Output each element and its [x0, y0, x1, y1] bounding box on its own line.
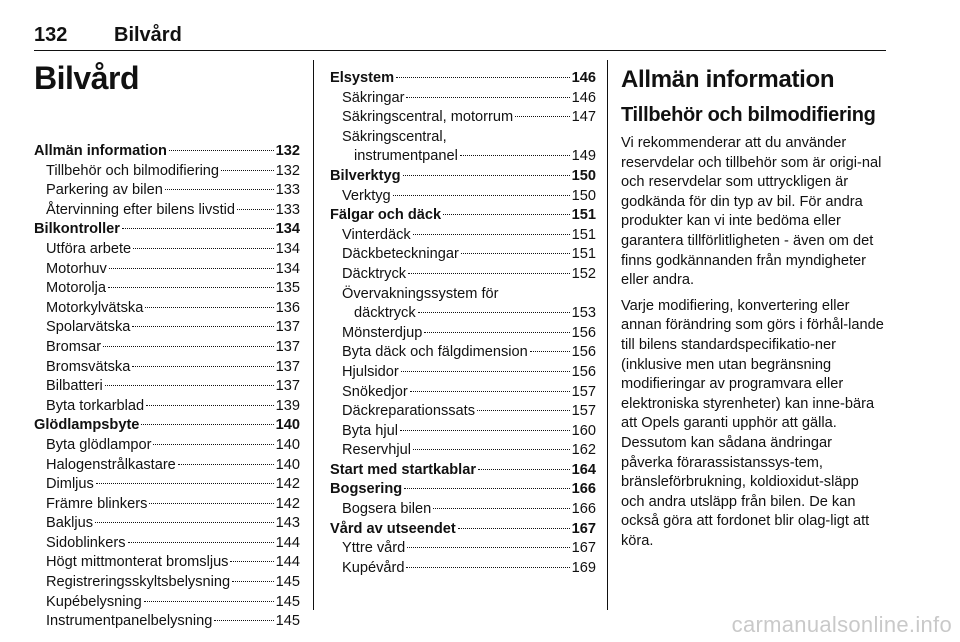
toc-leader-dots	[95, 521, 274, 523]
toc-page-number: 132	[275, 143, 300, 159]
toc-page-number: 139	[275, 397, 300, 414]
toc-entry[interactable]	[330, 147, 596, 167]
chapter-title: Bilvård	[34, 60, 139, 96]
toc-leader-dots	[103, 345, 274, 347]
toc-page-number: 164	[571, 461, 596, 478]
toc-entry-title: Hjulsidor	[342, 363, 399, 380]
toc-entry[interactable]	[34, 240, 300, 260]
toc-page-number: 166	[571, 481, 596, 498]
toc-entry[interactable]	[330, 441, 596, 461]
toc-page-number: 167	[571, 540, 596, 557]
toc-entry-title: Verktyg	[342, 187, 391, 204]
toc-entry[interactable]	[34, 181, 300, 201]
toc-leader-dots	[424, 331, 569, 333]
toc-entry-title: Högt mittmonterat bromsljus	[46, 554, 229, 571]
toc-page-number: 162	[571, 442, 596, 459]
toc-page-number: 145	[275, 593, 300, 610]
toc-page-number: 137	[275, 319, 300, 336]
toc-page-number: 143	[275, 515, 300, 532]
toc-leader-dots	[133, 247, 273, 249]
toc-page-number: 137	[275, 378, 300, 395]
toc-leader-dots	[165, 188, 274, 190]
toc-leader-dots	[406, 96, 569, 98]
paragraph-2: Varje modifiering, konvertering eller annan förändring som görs i förhål-lande till bilens standardspecifikatio-ner (inklusive men utan begränsning modifieringar av programvara eller elektroniska styrenheter) kan inne-bära att Opels garanti upphör att gälla. Dessutom kan sådana ändringar påverka förarassistanssys-tem, bränsleförbrukning, koldioxidut-släpp och andra utsläpp från bilen. De kan också göra att fordonet blir olag-ligt att köra.	[621, 297, 884, 549]
toc-leader-dots	[122, 227, 274, 229]
toc-entry[interactable]	[34, 318, 300, 338]
toc-leader-dots	[230, 560, 273, 562]
toc-entry-title: Fälgar och däck	[330, 207, 442, 224]
toc-entry[interactable]	[330, 265, 596, 285]
toc-leader-dots	[145, 306, 273, 308]
toc-chapter-entry[interactable]	[34, 220, 300, 240]
toc-entry-title: Instrumentpanelbelysning	[46, 613, 213, 630]
toc-entry[interactable]	[330, 539, 596, 559]
toc-chapter-entry[interactable]	[330, 69, 596, 89]
toc-page-number: 145	[275, 574, 300, 591]
toc-leader-dots	[413, 448, 570, 450]
toc-page-number: 144	[275, 534, 300, 551]
toc-entry[interactable]	[34, 397, 300, 417]
toc-page-number: 150	[571, 187, 596, 204]
toc-page-number: 150	[571, 167, 596, 184]
toc-leader-dots	[407, 546, 569, 548]
toc-entry-title: Byta hjul	[342, 422, 398, 439]
toc-entry-title: Mönsterdjup	[342, 324, 423, 341]
toc-entry-title: Utföra arbete	[46, 240, 132, 257]
toc-page-number: 134	[275, 260, 300, 277]
toc-entry-title: Bilverktyg	[330, 167, 401, 184]
toc-leader-dots	[396, 76, 570, 78]
toc-leader-dots	[433, 507, 569, 509]
toc-entry[interactable]	[34, 495, 300, 515]
toc-page-number: 137	[275, 358, 300, 375]
toc-page-number: 156	[571, 324, 596, 341]
toc-entry[interactable]	[34, 201, 300, 221]
toc-page-number: 169	[571, 559, 596, 576]
toc-entry[interactable]	[330, 304, 596, 324]
toc-page-number: 140	[275, 436, 300, 453]
toc-leader-dots	[458, 527, 570, 529]
toc-page-number: 157	[571, 383, 596, 400]
toc-entry-title: Bogsera bilen	[342, 501, 432, 518]
toc-chapter-entry[interactable]	[34, 416, 300, 436]
toc-leader-dots	[144, 600, 274, 602]
toc-entry[interactable]	[330, 245, 596, 265]
toc-entry-title: Bilkontroller	[34, 221, 120, 238]
toc-entry[interactable]	[330, 422, 596, 442]
toc-entry-title: Kupévård	[342, 559, 405, 576]
toc-entry[interactable]	[330, 89, 596, 109]
toc-entry-title: Dimljus	[46, 476, 94, 493]
toc-leader-dots	[109, 267, 274, 269]
toc-entry-title: Yttre vård	[342, 540, 406, 557]
toc-leader-dots	[460, 154, 570, 156]
toc-page-number: 144	[275, 554, 300, 571]
toc-page-number: 134	[275, 221, 300, 238]
toc-leader-dots	[393, 194, 570, 196]
toc-entry[interactable]	[34, 358, 300, 378]
toc-page-number: 166	[571, 501, 596, 518]
toc-leader-dots	[146, 404, 273, 406]
toc-entry[interactable]	[34, 573, 300, 593]
toc-page-number: 146	[571, 89, 596, 106]
toc-entry-title: Däcktryck	[342, 265, 407, 282]
toc-page-number: 152	[571, 265, 596, 282]
toc-entry[interactable]	[330, 187, 596, 207]
toc-entry-title: Elsystem	[330, 70, 395, 86]
toc-leader-dots	[413, 233, 570, 235]
toc-entry-title: Återvinning efter bilens livstid	[46, 201, 235, 218]
column-divider-1	[313, 60, 314, 610]
toc-page-number: 142	[275, 476, 300, 493]
toc-leader-dots	[149, 502, 273, 504]
toc-entry-title: Säkringscentral, motorrum	[342, 109, 514, 126]
toc-entry-title: Bromsvätska	[46, 358, 131, 375]
toc-page-number: 133	[275, 182, 300, 199]
toc-leader-dots	[178, 463, 274, 465]
toc-leader-dots	[410, 390, 570, 392]
toc-entry-title: Motorkylvätska	[46, 299, 144, 316]
toc-entry[interactable]	[330, 343, 596, 363]
toc-page-number: 167	[571, 520, 596, 537]
toc-entry[interactable]	[34, 377, 300, 397]
toc-page-number: 156	[571, 363, 596, 380]
toc-entry-title: Halogenstrålkastare	[46, 456, 176, 473]
toc-entry[interactable]	[34, 260, 300, 280]
toc-page-number: 142	[275, 495, 300, 512]
toc-entry-title: Däckreparationssats	[342, 403, 476, 420]
toc-leader-dots	[404, 487, 569, 489]
toc-chapter-entry[interactable]	[330, 520, 596, 540]
toc-page-number: 133	[275, 201, 300, 218]
toc-column-2	[330, 69, 596, 578]
toc-page-number: 151	[571, 207, 596, 224]
toc-entry-title: Säkringscentral,	[342, 128, 447, 145]
toc-entry[interactable]	[34, 338, 300, 358]
toc-entry[interactable]	[330, 128, 596, 148]
toc-entry[interactable]	[330, 363, 596, 383]
section-content	[621, 64, 886, 557]
toc-entry-title: Bromsar	[46, 338, 102, 355]
toc-entry-title: Tillbehör och bilmodifiering	[46, 162, 220, 179]
column-divider-2	[607, 60, 608, 610]
toc-page-number: 157	[571, 403, 596, 420]
toc-leader-dots	[108, 286, 274, 288]
toc-entry-title: Start med startkablar	[330, 461, 476, 478]
toc-entry[interactable]	[34, 162, 300, 182]
toc-entry[interactable]	[330, 402, 596, 422]
toc-entry-title: Motorhuv	[46, 260, 107, 277]
toc-leader-dots	[232, 580, 274, 582]
toc-entry-title: Främre blinkers	[46, 495, 148, 512]
toc-entry-title: Allmän information	[34, 143, 167, 159]
toc-leader-dots	[169, 149, 274, 151]
toc-entry-title: Parkering av bilen	[46, 182, 163, 199]
toc-leader-dots	[530, 350, 570, 352]
toc-page-number: 140	[275, 456, 300, 473]
toc-entry-title: Sidoblinkers	[46, 534, 126, 551]
toc-page-number: 151	[571, 246, 596, 263]
toc-entry-title: Vård av utseendet	[330, 520, 456, 537]
toc-entry[interactable]	[34, 593, 300, 613]
toc-leader-dots	[221, 169, 274, 171]
section-subheading: Tillbehör och bilmodifiering	[621, 104, 876, 126]
toc-chapter-entry[interactable]	[330, 167, 596, 187]
toc-entry[interactable]	[330, 500, 596, 520]
toc-chapter-entry[interactable]	[330, 461, 596, 481]
toc-page-number: 146	[571, 70, 596, 86]
toc-leader-dots	[515, 115, 570, 117]
paragraph-1: Vi rekommenderar att du använder reservdelar och tillbehör som är origi-nal och reservdelar som uttryckligen är godkända för din typ av bil. För andra produkter kan vi inte bedöma eller garantera tillförlitligheten - även om det finns godkännanden från myndigheter eller andra.	[621, 135, 882, 289]
toc-entry-title: Byta glödlampor	[46, 436, 152, 453]
toc-entry[interactable]	[34, 279, 300, 299]
toc-entry[interactable]	[34, 553, 300, 573]
toc-entry-title: Säkringar	[342, 89, 405, 106]
toc-entry-title: Byta torkarblad	[46, 397, 145, 414]
watermark: carmanualsonline.info	[731, 612, 952, 637]
toc-page-number: 147	[571, 109, 596, 126]
toc-entry-title: Kupébelysning	[46, 593, 142, 610]
toc-entry[interactable]	[34, 514, 300, 534]
toc-leader-dots	[128, 541, 274, 543]
toc-leader-dots	[443, 213, 570, 215]
toc-leader-dots	[214, 619, 273, 621]
toc-page-number: 156	[571, 344, 596, 361]
header-rule	[34, 50, 886, 51]
toc-entry-title: Reservhjul	[342, 442, 411, 459]
toc-entry-title: Vinterdäck	[342, 226, 411, 243]
toc-page-number: 153	[571, 305, 596, 322]
toc-entry-title: Spolarvätska	[46, 319, 131, 336]
toc-entry-title: Bilbatteri	[46, 378, 103, 395]
toc-entry[interactable]	[330, 324, 596, 344]
toc-chapter-entry[interactable]	[34, 142, 300, 162]
toc-leader-dots	[403, 174, 570, 176]
toc-page-number: 136	[275, 299, 300, 316]
toc-entry-title: Glödlampsbyte	[34, 417, 140, 434]
toc-leader-dots	[406, 566, 569, 568]
toc-leader-dots	[132, 365, 273, 367]
toc-entry[interactable]	[34, 456, 300, 476]
toc-entry[interactable]	[34, 475, 300, 495]
toc-page-number: 151	[571, 226, 596, 243]
toc-entry-title: däcktryck	[354, 305, 416, 322]
toc-leader-dots	[141, 423, 273, 425]
toc-entry-title: Motorolja	[46, 280, 107, 297]
toc-entry-title: Däckbeteckningar	[342, 246, 459, 263]
toc-page-number: 135	[275, 280, 300, 297]
toc-leader-dots	[461, 252, 570, 254]
toc-entry[interactable]	[34, 612, 300, 632]
toc-entry-title: Snökedjor	[342, 383, 408, 400]
toc-leader-dots	[477, 409, 570, 411]
toc-entry[interactable]	[330, 108, 596, 128]
toc-leader-dots	[401, 370, 570, 372]
toc-entry[interactable]	[330, 226, 596, 246]
toc-page-number: 137	[275, 338, 300, 355]
toc-page-number: 160	[571, 422, 596, 439]
toc-entry-title: Bogsering	[330, 481, 403, 498]
toc-leader-dots	[237, 208, 274, 210]
toc-leader-dots	[418, 311, 570, 313]
toc-page-number: 134	[275, 240, 300, 257]
toc-column-1	[34, 142, 300, 632]
toc-leader-dots	[408, 272, 570, 274]
toc-page-number: 132	[275, 162, 300, 179]
toc-leader-dots	[400, 429, 570, 431]
toc-entry[interactable]	[34, 534, 300, 554]
toc-entry[interactable]	[330, 383, 596, 403]
toc-entry-title: instrumentpanel	[354, 148, 458, 165]
toc-entry[interactable]	[34, 299, 300, 319]
toc-leader-dots	[153, 443, 273, 445]
toc-leader-dots	[96, 482, 274, 484]
toc-page-number: 145	[275, 613, 300, 630]
toc-entry-title: Bakljus	[46, 515, 94, 532]
header-title: Bilvård	[114, 24, 182, 46]
toc-chapter-entry[interactable]	[330, 206, 596, 226]
toc-leader-dots	[132, 325, 273, 327]
toc-entry[interactable]	[330, 285, 596, 305]
page-number: 132	[34, 24, 68, 46]
toc-leader-dots	[478, 468, 570, 470]
toc-chapter-entry[interactable]	[330, 480, 596, 500]
toc-page-number: 149	[571, 148, 596, 165]
toc-page-number: 140	[275, 417, 300, 434]
toc-entry[interactable]	[34, 436, 300, 456]
toc-entry-title: Registreringsskyltsbelysning	[46, 574, 231, 591]
toc-entry-title: Övervakningssystem för	[342, 285, 499, 302]
toc-leader-dots	[105, 384, 274, 386]
toc-entry-title: Byta däck och fälgdimension	[342, 344, 528, 361]
toc-entry[interactable]	[330, 559, 596, 579]
section-heading: Allmän information	[621, 66, 835, 93]
